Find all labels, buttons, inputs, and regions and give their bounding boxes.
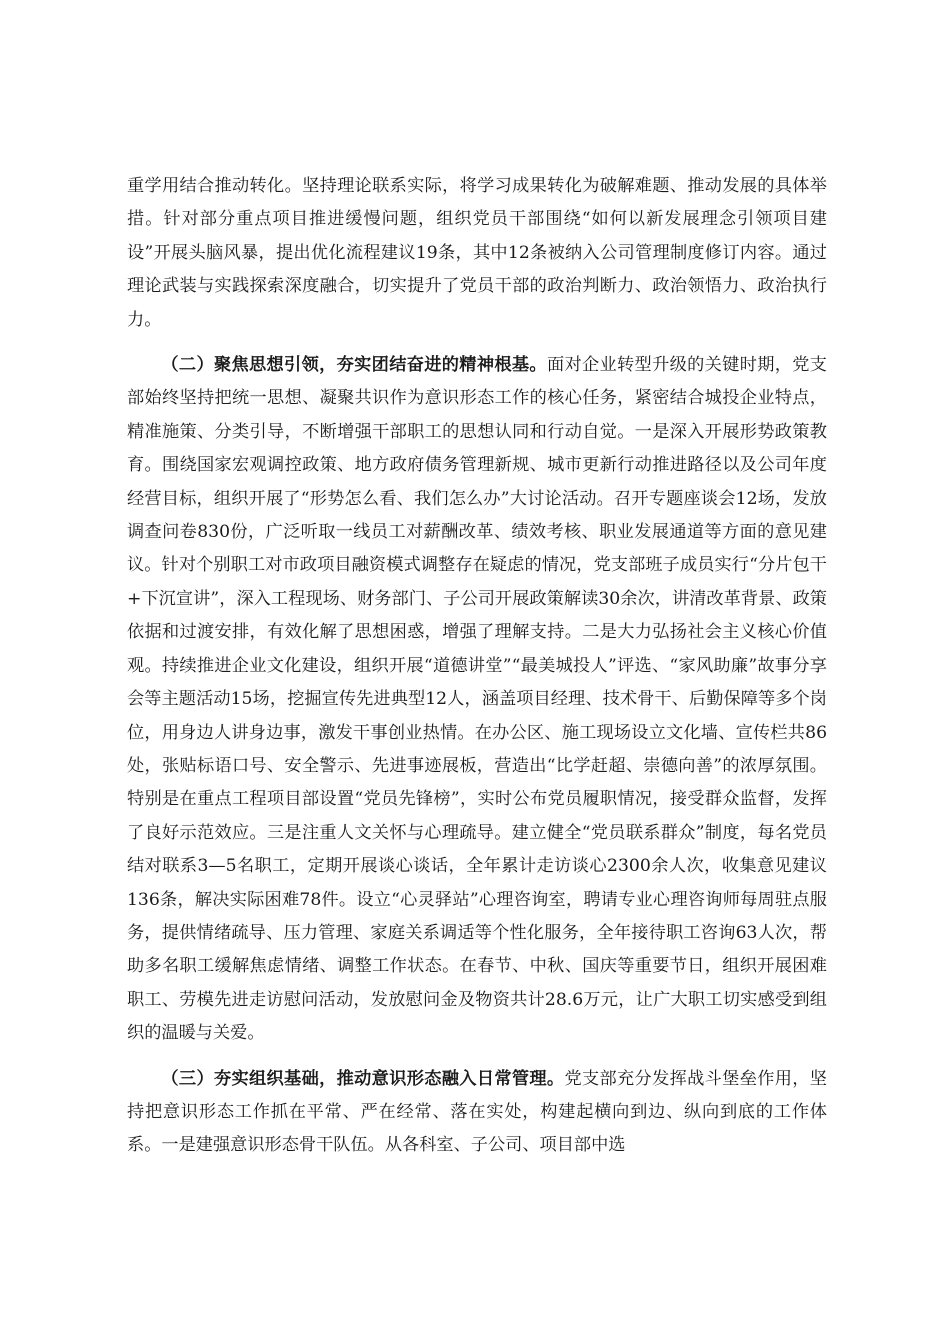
document-page	[127, 170, 827, 1175]
paragraph-body: 面对企业转型升级的关键时期，党支部始终坚持把统一思想、凝聚共识作为意识形态工作的核心任务，紧密结合城投企业特点，精准施策、分类引导，不断增强干部职工的思想认同和行动自觉。一是深入开展形势政策教育。围绕国家宏观调控政策、地方政府债务管理新规、城市更新行动推进路径以及公司年度经营目标，组织开展了“形势怎么看、我们怎么办”大讨论活动。召开专题座谈会12场，发放调查问卷830份，广泛听取一线员工对薪酬改革、绩效考核、职业发展通道等方面的意见建议。针对个别职工对市政项目融资模式调整存在疑虑的情况，党支部班子成员实行“分片包干+下沉宣讲”，深入工程现场、财务部门、子公司开展政策解读30余次，讲清改革背景、政策依据和过渡安排，有效化解了思想困惑，增强了理解支持。二是大力弘扬社会主义核心价值观。持续推进企业文化建设，组织开展“道德讲堂”“最美城投人”评选、“家风助廉”故事分享会等主题活动15场，挖掘宣传先进典型12人，涵盖项目经理、技术骨干、后勤保障等多个岗位，用身边人讲身边事，激发干事创业热情。在办公区、施工现场设立文化墙、宣传栏共86处，张贴标语口号、安全警示、先进事迹展板，营造出“比学赶超、崇德向善”的浓厚氛围。特别是在重点工程项目部设置“党员先锋榜”，实时公布党员履职情况，接受群众监督，发挥了良好示范效应。三是注重人文关怀与心理疏导。建立健全“党员联系群众”制度，每名党员结对联系3—5名职工，定期开展谈心谈话，全年累计走访谈心2300余人次，收集意见建议136条，解决实际困难78件。设立“心灵驿站”心理咨询室，聘请专业心理咨询师每周驻点服务，提供情绪疏导、压力管理、家庭关系调适等个性化服务，全年接待职工咨询63人次，帮助多名职工缓解焦虑情绪、调整工作状态。在春节、中秋、国庆等重要节日，组织开展困难职工、劳模先进走访慰问活动，发放慰问金及物资共计28.6万元，让广大职工切实感受到组织的温暖与关爱。	[127, 355, 827, 1044]
paragraph-body: 党支部充分发挥战斗堡垒作用，坚持把意识形态工作抓在平常、严在经常、落在实处，构建起横向到边、纵向到底的工作体系。一是建强意识形态骨干队伍。从各科室、子公司、项目部中选	[127, 1068, 827, 1156]
paragraph-section-2	[127, 349, 827, 1051]
paragraph-section-3	[127, 1063, 827, 1163]
section-heading: （三）夯实组织基础，推动意识形态融入日常管理。	[161, 1068, 565, 1089]
paragraph-continuation	[127, 170, 827, 337]
section-heading: （二）聚焦思想引领，夯实团结奋进的精神根基。	[161, 355, 547, 376]
paragraph-body: 重学用结合推动转化。坚持理论联系实际，将学习成果转化为破解难题、推动发展的具体举措。针对部分重点项目推进缓慢问题，组织党员干部围绕“如何以新发展理念引领项目建设”开展头脑风暴，提出优化流程建议19条，其中12条被纳入公司管理制度修订内容。通过理论武装与实践探索深度融合，切实提升了党员干部的政治判断力、政治领悟力、政治执行力。	[127, 176, 827, 330]
